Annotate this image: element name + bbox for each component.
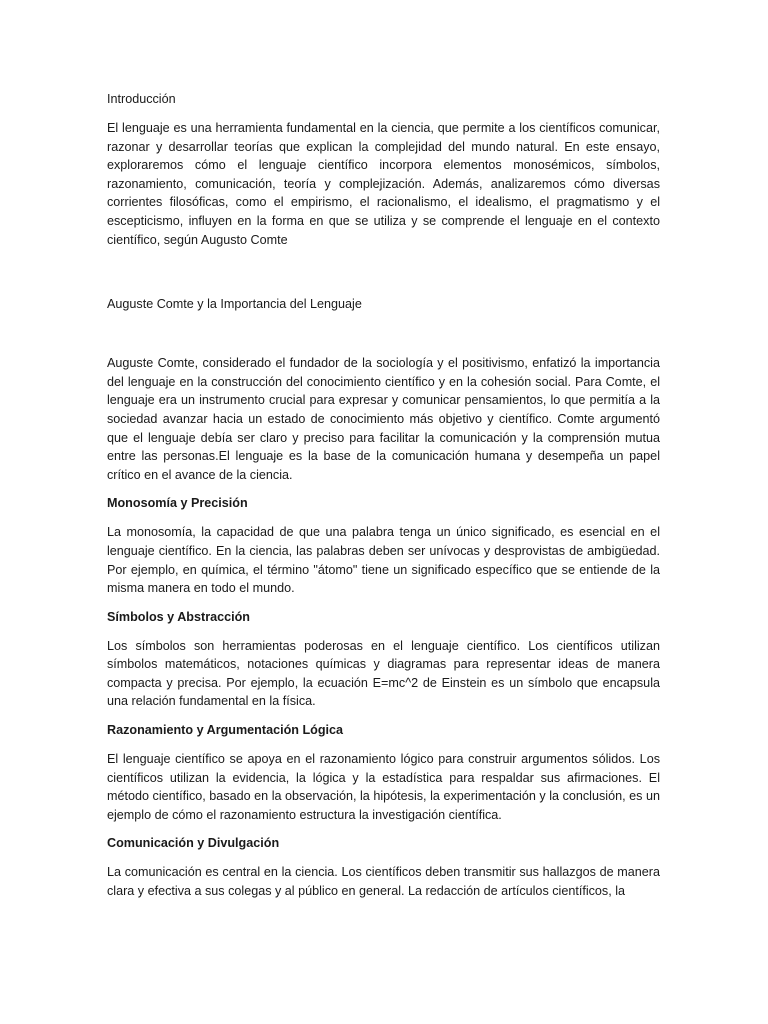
section-body-razonamiento: El lenguaje científico se apoya en el razonamiento lógico para construir argumentos sólidos. Los científicos utilizan la evidencia, la lógica y la estadística para respaldar sus afirmaciones. El método científico, basado en la observación, la hipótesis, la experimentación y la conclusión, es un ejemplo de cómo el razonamiento estructura la investigación científica.	[107, 752, 660, 822]
section-title-monosomia: Monosomía y Precisión	[107, 496, 248, 511]
section-title-comunicacion: Comunicación y Divulgación	[107, 836, 280, 851]
document-page	[107, 90, 660, 901]
section-title-comte: Auguste Comte y la Importancia del Lenguaje	[107, 297, 362, 312]
section-title-simbolos: Símbolos y Abstracción	[107, 609, 250, 624]
section-body-comunicacion: La comunicación es central en la ciencia. Los científicos deben transmitir sus hallazgos de manera clara y efectiva a sus colegas y al público en general. La redacción de artículos científicos, la	[107, 865, 660, 899]
section-title-introduccion: Introducción	[107, 92, 176, 106]
section-body-introduccion: El lenguaje es una herramienta fundamental en la ciencia, que permite a los científicos comunicar, razonar y desarrollar teorías que explican la complejidad del mundo natural. En este ensayo, exploraremos cómo el lenguaje científico incorpora elementos monosémicos, símbolos, razonamiento, comunicación, teoría y complejización. Además, analizaremos cómo diversas corrientes filosóficas, como el empirismo, el racionalismo, el idealismo, el pragmatismo y el escepticismo, influyen en la forma en que se utiliza y se comprende el lenguaje en el contexto científico, según Augusto Comte	[107, 121, 660, 247]
section-body-simbolos: Los símbolos son herramientas poderosas en el lenguaje científico. Los científicos utilizan símbolos matemáticos, notaciones químicas y diagramas para representar ideas de manera compacta y precisa. Por ejemplo, la ecuación E=mc^2 de Einstein es un símbolo que encapsula una relación fundamental en la física.	[107, 638, 660, 709]
section-title-razonamiento: Razonamiento y Argumentación Lógica	[107, 723, 344, 738]
section-body-monosomia: La monosomía, la capacidad de que una palabra tenga un único significado, es esencial en el lenguaje científico. En la ciencia, las palabras deben ser unívocas y desprovistas de ambigüedad. Por ejemplo, en química, el término "átomo" tiene un significado específico que se entiende de la misma manera en todo el mundo.	[107, 525, 660, 596]
section-body-comte: Auguste Comte, considerado el fundador de la sociología y el positivismo, enfatizó la importancia del lenguaje en la construcción del conocimiento científico y en la cohesión social. Para Comte, el lenguaje era un instrumento crucial para expresar y comunicar pensamientos, lo que permitía a la sociedad avanzar hacia un estado de conocimiento más objetivo y científico. Comte argumentó que el lenguaje debía ser claro y preciso para facilitar la comunicación y la comprensión mutua entre las personas.El lenguaje es la base de la comunicación humana y desempeña un papel crítico en el avance de la ciencia.	[107, 356, 660, 482]
